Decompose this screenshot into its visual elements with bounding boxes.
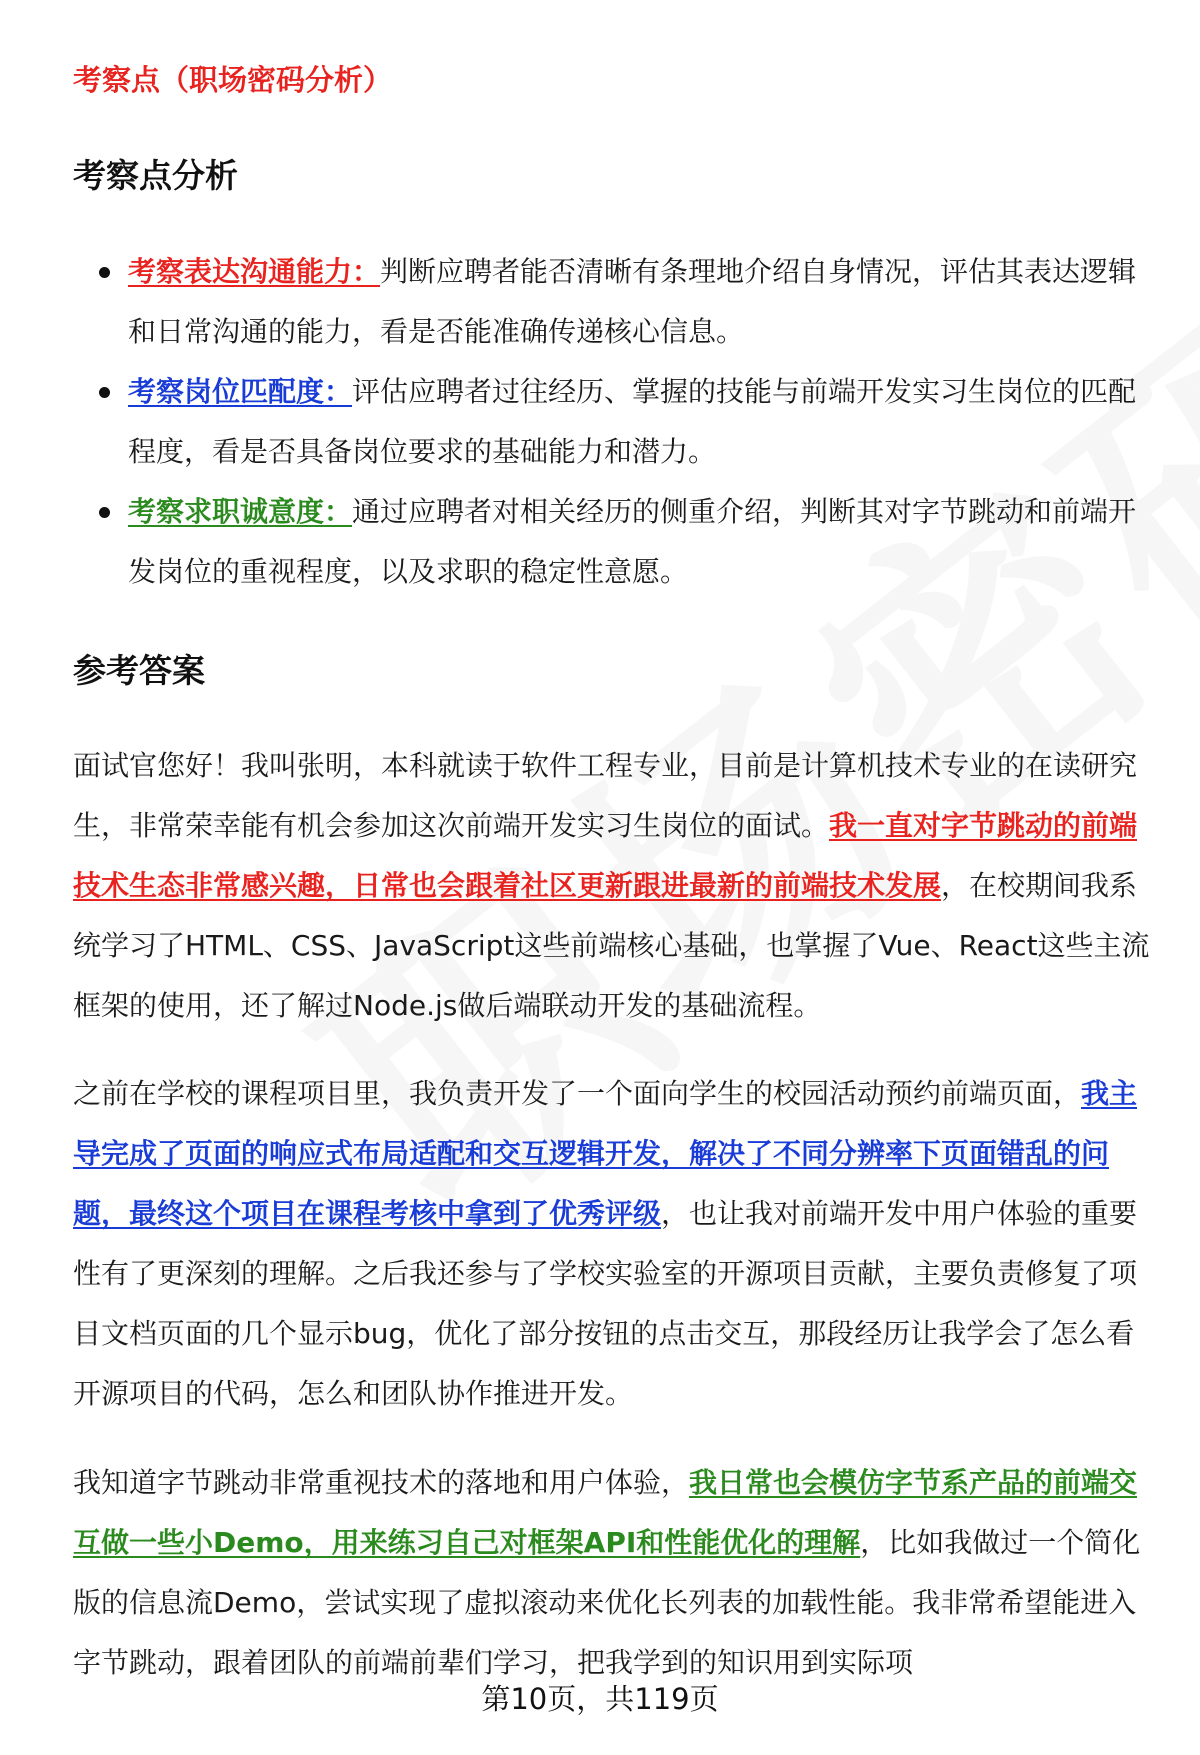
- bullet-dot-icon: [99, 267, 110, 278]
- section-tag: 考察点（职场密码分析）: [73, 63, 393, 97]
- bullet-keyword: 考察表达沟通能力：: [128, 255, 381, 288]
- answer-paragraph-2: [73, 1064, 1153, 1424]
- bullet-text: 评估应聘者过往经历、掌握的技能与前端开发实习生岗位的匹配程度，看是否具备岗位要求的基础能力和潜力。: [128, 375, 1137, 468]
- bullet-dot-icon: [99, 387, 110, 398]
- bullet-keyword: 考察求职诚意度：: [128, 495, 353, 528]
- bullet-text: 通过应聘者对相关经历的侧重介绍，判断其对字节跳动和前端开发岗位的重视程度，以及求职的稳定性意愿。: [128, 495, 1137, 588]
- paragraph-text: 我知道字节跳动非常重视技术的落地和用户体验，: [73, 1466, 690, 1499]
- bullet-dot-icon: [99, 507, 110, 518]
- analysis-list: [73, 242, 1153, 602]
- highlight-text: 我一直对字节跳动的前端技术生态非常感兴趣，日常也会跟着社区更新跟进最新的前端技术发展: [73, 809, 1138, 902]
- list-item: [73, 482, 1153, 602]
- list-item: [73, 242, 1153, 362]
- bullet-keyword: 考察岗位匹配度：: [128, 375, 353, 408]
- list-item: [73, 362, 1153, 482]
- highlight-text: 我主导完成了页面的响应式布局适配和交互逻辑开发，解决了不同分辨率下页面错乱的问题，最终这个项目在课程考核中拿到了优秀评级: [73, 1077, 1138, 1230]
- paragraph-text: 之前在学校的课程项目里，我负责开发了一个面向学生的校园活动预约前端页面，: [73, 1077, 1082, 1110]
- highlight-text: 我日常也会模仿字节系产品的前端交互做一些小Demo，用来练习自己对框架API和性能优化的理解: [73, 1466, 1138, 1559]
- analysis-heading: 考察点分析: [73, 156, 238, 195]
- paragraph-text: ，比如我做过一个简化版的信息流Demo，尝试实现了虚拟滚动来优化长列表的加载性能。我非常希望能进入字节跳动，跟着团队的前端前辈们学习，把我学到的知识用到实际项: [73, 1526, 1141, 1679]
- answer-heading: 参考答案: [73, 651, 205, 690]
- answer-paragraph-3: [73, 1453, 1153, 1693]
- bullet-text: 判断应聘者能否清晰有条理地介绍自身情况，评估其表达逻辑和日常沟通的能力，看是否能准确传递核心信息。: [128, 255, 1137, 348]
- paragraph-text: ，也让我对前端开发中用户体验的重要性有了更深刻的理解。之后我还参与了学校实验室的开源项目贡献，主要负责修复了项目文档页面的几个显示bug，优化了部分按钮的点击交互，那段经历让我学会了怎么看开源项目的代码，怎么和团队协作推进开发。: [73, 1197, 1138, 1410]
- paragraph-text: ，在校期间我系统学习了HTML、CSS、JavaScript这些前端核心基础，也掌握了Vue、React这些主流框架的使用，还了解过Node.js做后端联动开发的基础流程。: [73, 869, 1150, 1022]
- page-number: 第10页，共119页: [481, 1682, 719, 1716]
- answer-paragraph-1: [73, 736, 1153, 1036]
- paragraph-text: 面试官您好！我叫张明，本科就读于软件工程专业，目前是计算机技术专业的在读研究生，非常荣幸能有机会参加这次前端开发实习生岗位的面试。: [73, 749, 1138, 842]
